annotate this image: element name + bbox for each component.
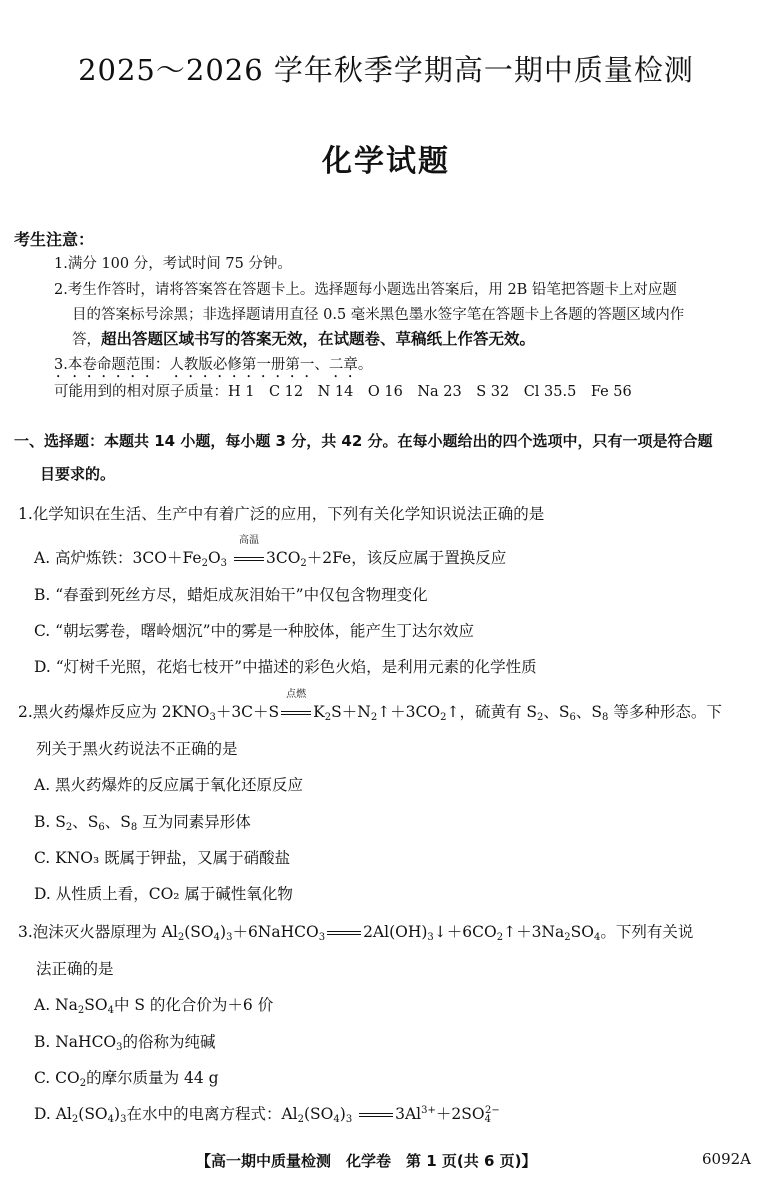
question-2-option-d: D. 从性质上看，CO₂ 属于碱性氧化物	[34, 885, 293, 903]
notice-item-1: 1.满分 100 分，考试时间 75 分钟。	[54, 256, 292, 272]
question-2-option-a: A. 黑火药爆炸的反应属于氧化还原反应	[34, 776, 304, 794]
reaction-condition: 点燃	[279, 703, 313, 721]
question-1-option-a: A. 高炉炼铁：$3CO+Fe_2O_3$ 高温 $3CO_2+2Fe$，该反应属于置换反应	[34, 535, 507, 569]
question-2-stem: 2.黑火药爆炸反应为 $2KNO_3+3C+S$ 点燃 $K_2S+N_2↑+3CO_2↑$，硫黄有 $S_2$、$S_6$、$S_8$ 等多种形态。下	[18, 689, 722, 723]
notice-item-2-line1: 2.考生作答时，请将答案答在答题卡上。选择题每小题选出答案后，用 2B 铅笔把答题卡上对应题	[54, 282, 677, 298]
question-1-option-d: D. “灯树千光照，花焰七枝开”中描述的彩色火焰，是利用元素的化学性质	[34, 658, 537, 676]
reaction-condition: 高温	[232, 549, 266, 567]
notice-emphasis: 超出答题区域书写的答案无效，在试题卷、草稿纸上作答无效。	[101, 330, 536, 348]
question-2-option-b: B. $S_2$、$S_6$、$S_8$ 互为同素异形体	[34, 813, 251, 833]
question-3-stem-cont: 法正确的是	[36, 960, 114, 978]
question-1-option-b: B. “春蚕到死丝方尽，蜡炬成灰泪始干”中仅包含物理变化	[34, 586, 428, 604]
question-1-option-c: C. “朝坛雾卷，曙岭烟沉”中的雾是一种胶体，能产生丁达尔效应	[34, 622, 475, 640]
question-3-option-a: A. $Na_2SO_4$中 S 的化合价为＋6 价	[34, 996, 274, 1016]
question-3-option-c: C. $CO_2$的摩尔质量为 44 g	[34, 1069, 219, 1089]
exam-subtitle: 化学试题	[322, 144, 450, 179]
footer-page-info: 【高一期中质量检测 化学卷 第 1 页(共 6 页)】	[196, 1152, 537, 1170]
notice-item-2-line3: 答，超出答题区域书写的答案无效，在试题卷、草稿纸上作答无效。	[72, 330, 536, 348]
question-2-stem-cont: 列关于黑火药说法不正确的是	[36, 740, 238, 758]
footer-code: 6092A	[702, 1150, 752, 1168]
question-3-option-b: B. NaHCO$_3$的俗称为纯碱	[34, 1033, 216, 1053]
question-1-stem: 1.化学知识在生活、生产中有着广泛的应用，下列有关化学知识说法正确的是	[18, 505, 545, 523]
section-1-heading-cont: 目要求的。	[40, 465, 116, 483]
notice-heading: 考生注意：	[14, 230, 95, 249]
question-3-stem: 3.泡沫灭火器原理为 $Al_2(SO_4)_3+6NaHCO_3$ $2Al(OH)_3↓+6CO_2↑+3Na_2SO_4$。下列有关说	[18, 923, 694, 943]
section-1-heading: 一、选择题：本题共 14 小题，每小题 3 分，共 42 分。在每小题给出的四个选项中，只有一项是符合题	[14, 432, 713, 450]
notice-item-3: 3.本卷命题范围：人教版必修第一册第一、二章。	[54, 357, 373, 373]
atomic-mass-line: 可能用到的相对原子质量：H 1 C 12 N 14 O 16 Na 23 S 32 Cl 35.5 Fe 56	[54, 384, 632, 400]
question-3-option-d: D. $Al_2(SO_4)_3$在水中的电离方程式：$Al_2(SO_4)_3$ $3Al^{3+}+2SO_4^{2-}$	[34, 1105, 500, 1125]
exam-title: 2025～2026 学年秋季学期高一期中质量检测	[78, 53, 694, 87]
question-2-option-c: C. KNO₃ 既属于钾盐，又属于硝酸盐	[34, 849, 291, 867]
notice-item-2-line2: 目的答案标号涂黑；非选择题请用直径 0.5 毫米黑色墨水签字笔在答题卡上各题的答题区域内作	[72, 307, 685, 323]
